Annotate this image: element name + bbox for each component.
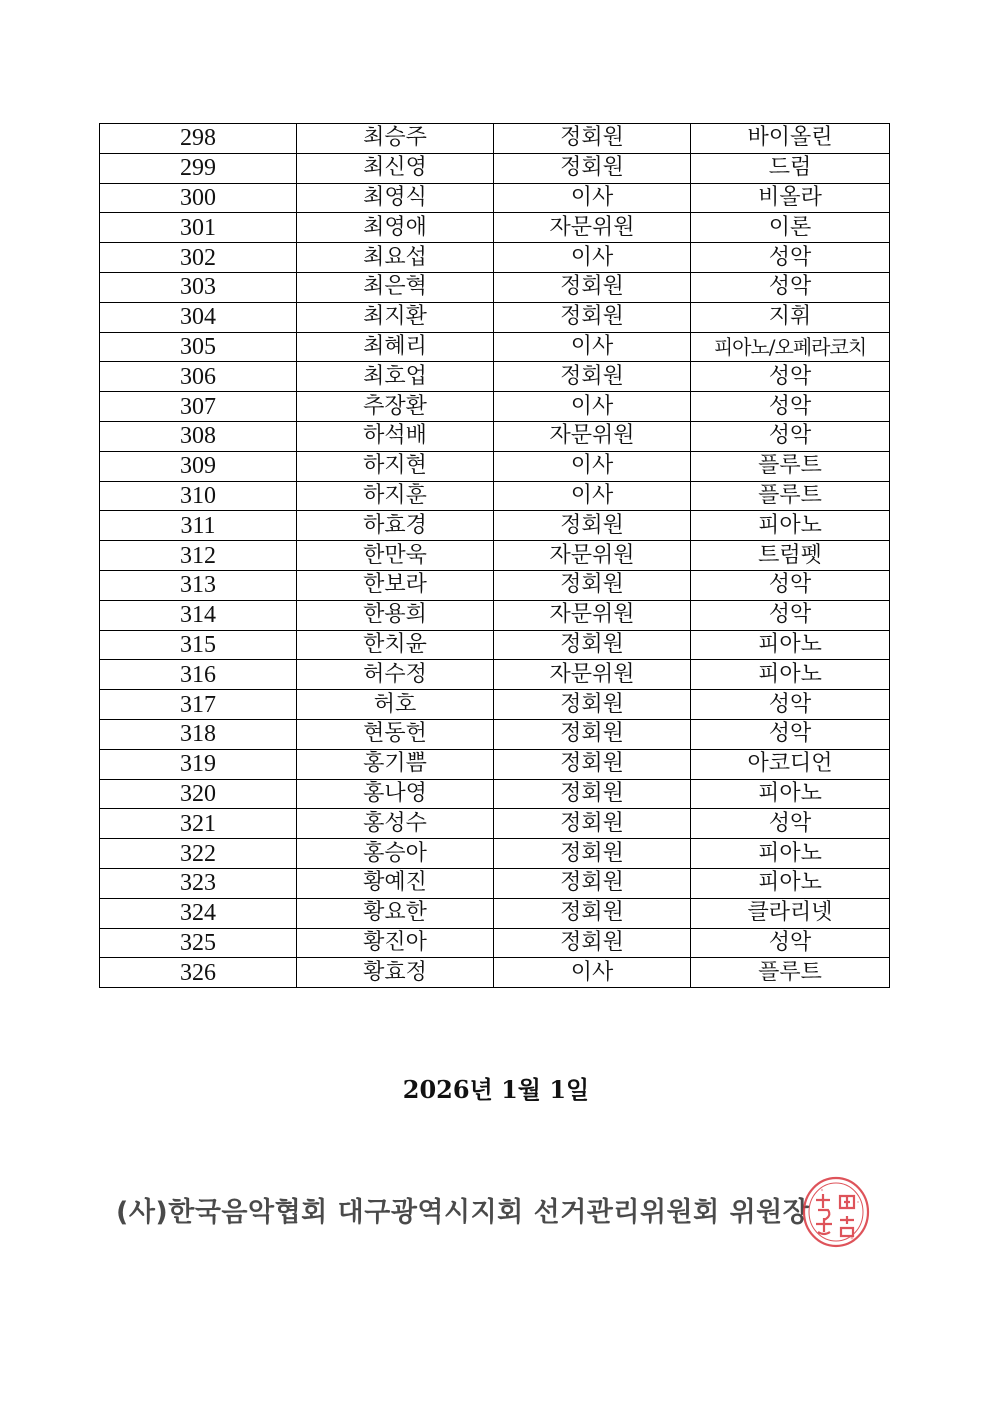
member-number-cell: 313 [100,570,297,600]
member-part-cell: 드럼 [691,153,890,183]
member-number-cell: 310 [100,481,297,511]
member-name-cell: 최영애 [297,213,494,243]
member-name-cell: 한보라 [297,570,494,600]
table-row [100,928,890,958]
member-number-cell: 306 [100,362,297,392]
member-number-cell: 324 [100,898,297,928]
table-row [100,302,890,332]
member-number-cell: 305 [100,332,297,362]
table-row [100,362,890,392]
member-position-cell: 정회원 [494,839,691,869]
member-number-cell: 303 [100,272,297,302]
member-number-cell: 311 [100,511,297,541]
member-name-cell: 황요한 [297,898,494,928]
member-number-cell: 299 [100,153,297,183]
member-position-cell: 이사 [494,243,691,273]
member-part-cell: 플루트 [691,451,890,481]
member-name-cell: 황효정 [297,958,494,988]
document-date: 2026년 1월 1일 [402,1075,590,1104]
member-part-cell: 성악 [691,928,890,958]
member-number-cell: 300 [100,183,297,213]
member-position-cell: 자문위원 [494,541,691,571]
member-number-cell: 319 [100,749,297,779]
member-name-cell: 최은혁 [297,272,494,302]
member-name-cell: 최지환 [297,302,494,332]
member-number-cell: 322 [100,839,297,869]
member-part-cell: 바이올린 [691,124,890,154]
member-name-cell: 황진아 [297,928,494,958]
table-row [100,481,890,511]
member-part-cell: 피아노 [691,868,890,898]
member-part-cell: 성악 [691,362,890,392]
member-position-cell: 정회원 [494,362,691,392]
member-position-cell: 정회원 [494,719,691,749]
table-row [100,630,890,660]
member-name-cell: 최신영 [297,153,494,183]
member-part-cell: 피아노 [691,511,890,541]
member-part-cell: 성악 [691,243,890,273]
member-table [99,123,890,988]
member-part-cell: 피아노/오페라코치 [691,332,890,362]
member-position-cell: 이사 [494,183,691,213]
table-row [100,272,890,302]
member-number-cell: 298 [100,124,297,154]
member-position-cell: 정회원 [494,690,691,720]
member-number-cell: 314 [100,600,297,630]
table-row [100,660,890,690]
member-part-cell: 피아노 [691,660,890,690]
member-name-cell: 추장환 [297,392,494,422]
member-position-cell: 정회원 [494,570,691,600]
member-position-cell: 정회원 [494,809,691,839]
member-name-cell: 하지훈 [297,481,494,511]
member-position-cell: 정회원 [494,868,691,898]
table-row [100,451,890,481]
table-row [100,332,890,362]
member-position-cell: 이사 [494,958,691,988]
member-position-cell: 정회원 [494,302,691,332]
member-number-cell: 308 [100,421,297,451]
table-row [100,690,890,720]
table-row [100,839,890,869]
member-part-cell: 이론 [691,213,890,243]
table-row [100,541,890,571]
member-position-cell: 정회원 [494,779,691,809]
table-row [100,511,890,541]
member-position-cell: 정회원 [494,153,691,183]
table-row [100,719,890,749]
member-name-cell: 하지현 [297,451,494,481]
member-position-cell: 정회원 [494,630,691,660]
member-number-cell: 323 [100,868,297,898]
member-position-cell: 정회원 [494,928,691,958]
table-row [100,153,890,183]
member-part-cell: 성악 [691,809,890,839]
member-name-cell: 한만욱 [297,541,494,571]
member-number-cell: 316 [100,660,297,690]
member-position-cell: 정회원 [494,898,691,928]
member-name-cell: 허호 [297,690,494,720]
table-row [100,183,890,213]
member-number-cell: 301 [100,213,297,243]
member-part-cell: 트럼펫 [691,541,890,571]
member-table-body [100,124,890,988]
table-row [100,213,890,243]
table-row [100,421,890,451]
signature-title: (사)한국음악협회 대구광역시지회 선거관리위원회 위원장 [116,1197,810,1228]
table-row [100,958,890,988]
member-number-cell: 320 [100,779,297,809]
table-row [100,779,890,809]
member-name-cell: 최승주 [297,124,494,154]
member-part-cell: 아코디언 [691,749,890,779]
member-name-cell: 최요섭 [297,243,494,273]
red-official-seal-icon [800,1172,872,1250]
member-number-cell: 307 [100,392,297,422]
member-position-cell: 이사 [494,481,691,511]
member-part-cell: 성악 [691,690,890,720]
member-name-cell: 한용희 [297,600,494,630]
table-row [100,570,890,600]
table-row [100,898,890,928]
member-number-cell: 315 [100,630,297,660]
member-number-cell: 326 [100,958,297,988]
member-name-cell: 최혜리 [297,332,494,362]
member-name-cell: 황예진 [297,868,494,898]
table-row [100,392,890,422]
member-part-cell: 성악 [691,600,890,630]
member-number-cell: 312 [100,541,297,571]
table-row [100,868,890,898]
member-position-cell: 자문위원 [494,213,691,243]
member-position-cell: 자문위원 [494,600,691,630]
member-number-cell: 318 [100,719,297,749]
table-row [100,124,890,154]
member-position-cell: 정회원 [494,124,691,154]
member-name-cell: 하효경 [297,511,494,541]
member-part-cell: 성악 [691,570,890,600]
member-name-cell: 홍나영 [297,779,494,809]
member-part-cell: 플루트 [691,958,890,988]
member-name-cell: 홍기쁨 [297,749,494,779]
member-name-cell: 하석배 [297,421,494,451]
table-row [100,809,890,839]
member-position-cell: 정회원 [494,511,691,541]
member-number-cell: 321 [100,809,297,839]
table-row [100,600,890,630]
member-name-cell: 홍승아 [297,839,494,869]
member-name-cell: 최영식 [297,183,494,213]
member-position-cell: 이사 [494,392,691,422]
member-part-cell: 비올라 [691,183,890,213]
member-number-cell: 325 [100,928,297,958]
member-position-cell: 이사 [494,451,691,481]
member-part-cell: 성악 [691,392,890,422]
member-part-cell: 클라리넷 [691,898,890,928]
member-position-cell: 정회원 [494,749,691,779]
member-part-cell: 피아노 [691,779,890,809]
member-number-cell: 302 [100,243,297,273]
table-row [100,749,890,779]
member-part-cell: 성악 [691,421,890,451]
member-part-cell: 성악 [691,719,890,749]
member-position-cell: 이사 [494,332,691,362]
member-number-cell: 304 [100,302,297,332]
member-name-cell: 한치윤 [297,630,494,660]
member-part-cell: 피아노 [691,630,890,660]
member-part-cell: 성악 [691,272,890,302]
member-position-cell: 자문위원 [494,421,691,451]
table-row [100,243,890,273]
member-part-cell: 플루트 [691,481,890,511]
member-position-cell: 자문위원 [494,660,691,690]
member-name-cell: 현동헌 [297,719,494,749]
member-part-cell: 지휘 [691,302,890,332]
member-position-cell: 정회원 [494,272,691,302]
member-number-cell: 317 [100,690,297,720]
member-number-cell: 309 [100,451,297,481]
member-name-cell: 허수정 [297,660,494,690]
member-name-cell: 홍성수 [297,809,494,839]
member-part-cell: 피아노 [691,839,890,869]
member-name-cell: 최호업 [297,362,494,392]
